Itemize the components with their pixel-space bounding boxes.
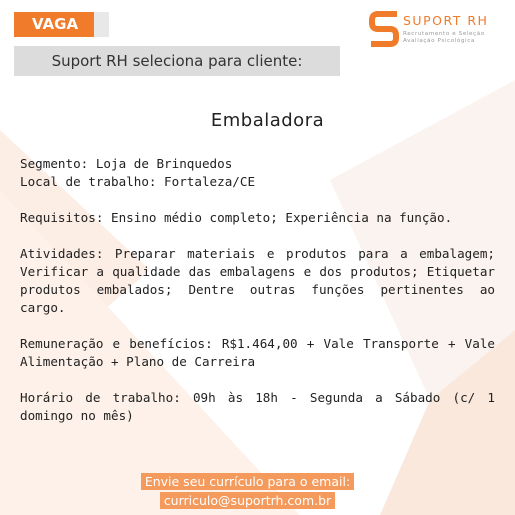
logo-tagline-1: Recrutamento e Seleção [403,31,485,37]
call-to-action [0,471,495,509]
s-logo-icon [369,11,399,47]
remuneracao-text: Remuneração e benefícios: R$1.464,00 + Vale Transporte + Vale Alimentação + Plano de Carreira [20,336,495,369]
cta-text: Envie seu currículo para o email: [141,473,354,490]
vaga-badge [14,12,109,37]
requisitos-text: Requisitos: Ensino médio completo; Experiência na função. [20,210,453,225]
vaga-label: VAGA [16,12,94,37]
local-text: Local de trabalho: Fortaleza/CE [20,174,256,189]
logo-tagline-2: Avaliação Psicológica [403,38,475,44]
atividades-text: Atividades: Preparar materiais e produtos para a embalagem; Verificar a qualidade das embalagens e dos produtos; Etiquetar produtos embalados; Dentre outras funções pertinentes ao cargo. [20,246,495,315]
job-description [20,155,495,425]
segmento-text: Segmento: Loja de Brinquedos [20,156,233,171]
job-title: Embaladora [210,110,325,131]
email-link[interactable]: curriculo@suportrh.com.br [160,492,335,509]
logo-name: SUPORT RH [403,13,489,28]
subheading: Suport RH seleciona para cliente: [14,46,340,76]
horario-text: Horário de trabalho: 09h às 18h - Segunda a Sábado (c/ 1 domingo no mês) [20,390,495,423]
suport-rh-logo [369,11,509,47]
